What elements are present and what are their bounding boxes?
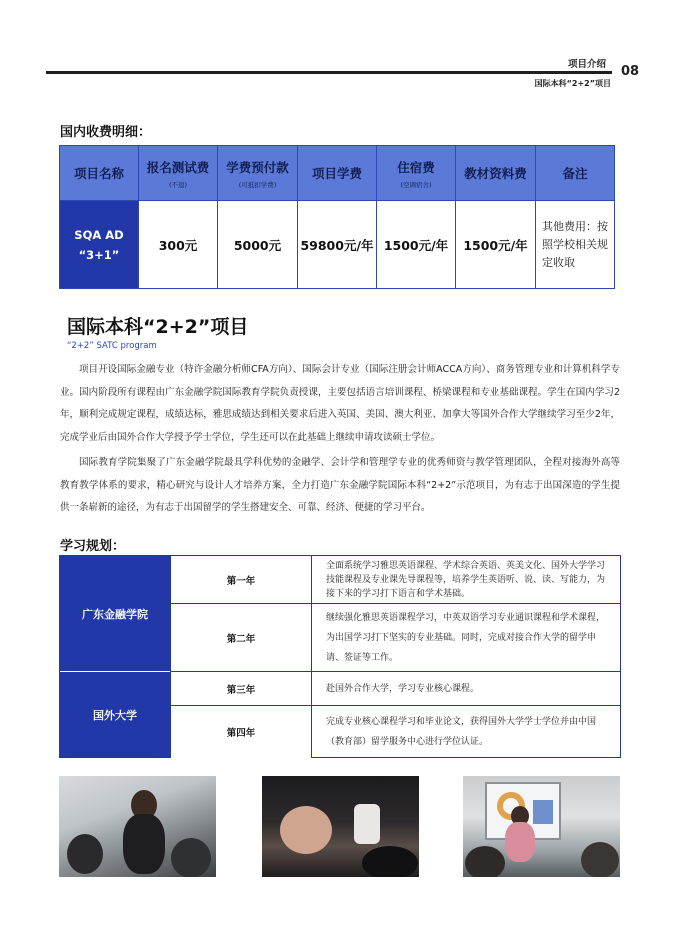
classroom-photo-1: [59, 776, 216, 877]
plan-year-1-label: 第一年: [170, 556, 311, 603]
plan-year-4-label: 第四年: [170, 706, 311, 758]
header-subsection: 国际本科“2+2”项目: [534, 79, 611, 88]
fee-col-tuition: 项目学费: [298, 146, 377, 200]
header-section: 项目介绍: [567, 59, 606, 70]
fee-table: [59, 145, 615, 289]
fee-accommodation-value: 1500元/年: [377, 201, 456, 288]
program-subtitle: “2+2” SATC program: [67, 341, 157, 351]
plan-abroad-label: 国外大学: [60, 672, 170, 758]
fee-col-test-fee: 报名测试费 (不退): [139, 146, 218, 200]
plan-domestic-label: 广东金融学院: [60, 556, 170, 671]
program-paragraph-2: 国际教育学院集聚了广东金融学院最具学科优势的金融学、会计学和管理学专业的优秀师资与教学管理团队，全程对接海外高等教育教学体系的要求，精心研究与设计人才培养方案，全力打造广东金融学院国际本科“2+2”示范项目，为有志于出国深造的学生提供一条崭新的途径，为有志于出国留学的学生搭建安全、可靠、经济、便捷的学习平台。: [60, 457, 620, 513]
fee-test-value: 300元: [139, 201, 218, 288]
fee-program-cell: SQA AD “3+1”: [60, 201, 139, 288]
header-rule: [46, 71, 612, 74]
plan-year-2-text: 继续强化雅思英语课程学习，中英双语学习专业通识课程和学术课程，为出国学习打下坚实的专业基础。同时，完成对接合作大学的留学申请、签证等工作。: [311, 604, 620, 671]
study-plan-table: [59, 555, 621, 758]
program-title: 国际本科“2+2”项目: [67, 316, 249, 338]
plan-year-2-label: 第二年: [170, 604, 311, 671]
fee-table-header: [60, 146, 614, 201]
page-number: 08: [621, 64, 640, 79]
classroom-photo-3: [463, 776, 620, 877]
fee-col-materials: 教材资料费: [456, 146, 536, 200]
plan-year-3-text: 赴国外合作大学，学习专业核心课程。: [311, 672, 620, 705]
fee-tuition-value: 59800元/年: [298, 201, 377, 288]
fee-col-accommodation: 住宿费 (空调宿舍): [377, 146, 456, 200]
plan-year-4-text: 完成专业核心课程学习和毕业论文，获得国外大学学士学位并由中国（教育部）留学服务中心进行学位认证。: [311, 706, 620, 758]
plan-title: 学习规划：: [60, 539, 126, 554]
fees-title: 国内收费明细：: [60, 125, 152, 140]
plan-year-3-label: 第三年: [170, 672, 311, 705]
plan-year-1-text: 全面系统学习雅思英语课程、学术综合英语、英美文化、国外大学学习技能课程及专业课先导课程等，培养学生英语听、说、读、写能力，为接下来的学习打下语言和学术基础。: [311, 556, 620, 603]
fee-materials-value: 1500元/年: [456, 201, 536, 288]
fee-prepayment-value: 5000元: [218, 201, 298, 288]
fee-col-remark: 备注: [562, 166, 588, 181]
fee-col-prepayment: 学费预付款 (可抵扣学费): [218, 146, 298, 200]
plan-block-divider: [60, 671, 170, 672]
fee-remark-value: 其他费用：按照学校相关规定收取: [542, 219, 608, 269]
table-row: [60, 201, 614, 288]
program-paragraph-1: 项目开设国际金融专业（特许金融分析师CFA方向）、国际会计专业（国际注册会计师ACCA方向）、商务管理专业和计算机科学专业。国内阶段所有课程由广东金融学院国际教育学院负责授课，主要包括语言培训课程、桥梁课程和专业基础课程。学生在国内学习2年，顺利完成规定课程，成绩达标，雅思成绩达到相关要求后进入英国、美国、澳大利亚、加拿大等国外合作大学继续学习至少2年，完成学业后由国外合作大学授予学士学位，学生还可以在此基础上继续申请攻读硕士学位。: [60, 364, 620, 443]
fee-col-program: 项目名称: [60, 146, 139, 200]
classroom-photo-2: [262, 776, 419, 877]
